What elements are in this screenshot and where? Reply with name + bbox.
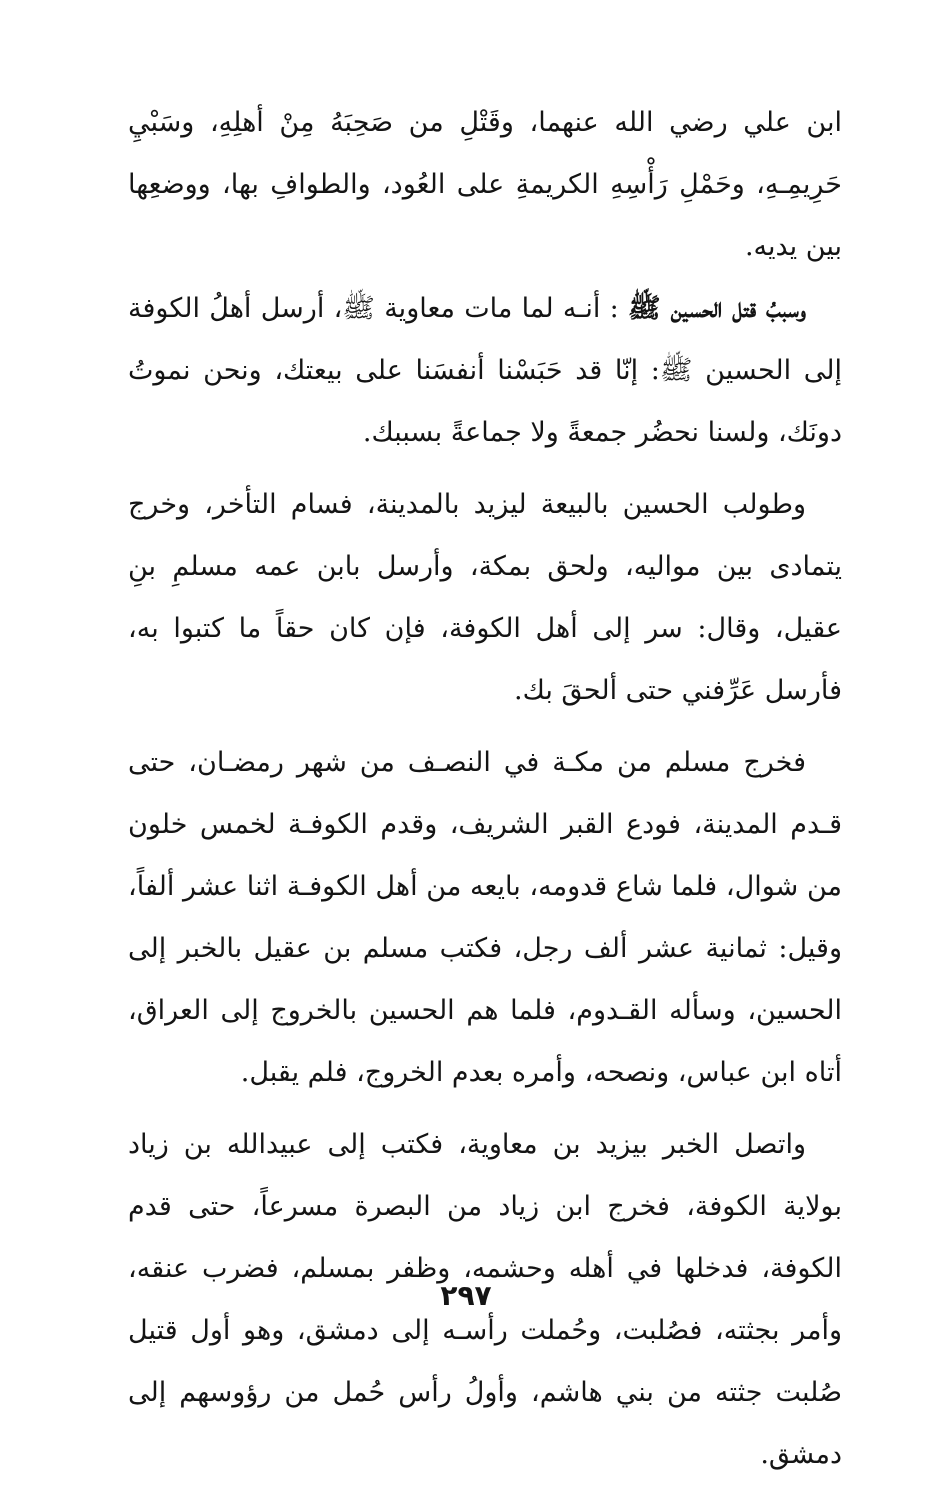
paragraph-1-text: ابن علي رضي الله عنهما، وقَتْلِ من صَحِبَهُ مِنْ أهلِهِ، وسَبْيِ حَرِيمِـهِ، وحَمْلِ رَأْسِهِ الكريمةِ على العُود، والطوافِ بها، ووضعِها بين يديه. — [128, 107, 842, 262]
paragraph-1 — [128, 92, 842, 278]
page-number: ٢٩٧ — [440, 1279, 492, 1312]
paragraph-3 — [128, 474, 842, 722]
paragraph-4-text: فخرج مسلم من مكـة في النصـف من شهر رمضـان، حتى قـدم المدينة، فودع القبر الشريف، وقدم الكوفـة لخمس خلون من شوال، فلما شاع قدومه، بايعه من أهل الكوفـة اثنا عشر ألفاً، وقيل: ثمانية عشر ألف رجل، فكتب مسلم بن عقيل بالخبر إلى الحسين، وسأله القـدوم، فلما هم الحسين بالخروج إلى العراق، أتاه ابن عباس، ونصحه، وأمره بعدم الخروج، فلم يقبل. — [128, 747, 842, 1088]
paragraph-2 — [128, 278, 842, 464]
paragraph-5-text: واتصل الخبر بيزيد بن معاوية، فكتب إلى عبيدالله بن زياد بولاية الكوفة، فخرج ابن زياد من البصرة مسرعاً، حتى قدم الكوفة، فدخلها في أهله وحشمه، وظفر بمسلم، فضرب عنقه، وأمر بجثته، فصُلبت، وحُملت رأسـه إلى دمشق، وهو أول قتيل صُلبت جثته من بني هاشم، وأولُ رأس حُمل من رؤوسهم إلى دمشق. — [128, 1129, 842, 1470]
paragraph-3-text: وطولب الحسين بالبيعة ليزيد بالمدينة، فسام التأخر، وخرج يتمادى بين مواليه، ولحق بمكة، وأرسل بابن عمه مسلمِ بنِ عقيل، وقال: سر إلى أهل الكوفة، فإن كان حقاً ما كتبوا به، فأرسل عَرِّفني حتى ألحقَ بك. — [128, 489, 842, 706]
paragraph-4 — [128, 732, 842, 1104]
paragraph-2-text: : أنـه لما مات معاوية ﷺ، أرسل أهلُ الكوفة إلى الحسين ﷺ: إنّا قد حَبَسْنا أنفسَنا على بيعتك، ونحن نموتُ دونَك، ولسنا نحضُر جمعةً ولا جماعةً بسببك. — [128, 293, 842, 448]
paragraph-2-lead: وسببُ قتل الحسين ﷺ — [628, 293, 806, 324]
